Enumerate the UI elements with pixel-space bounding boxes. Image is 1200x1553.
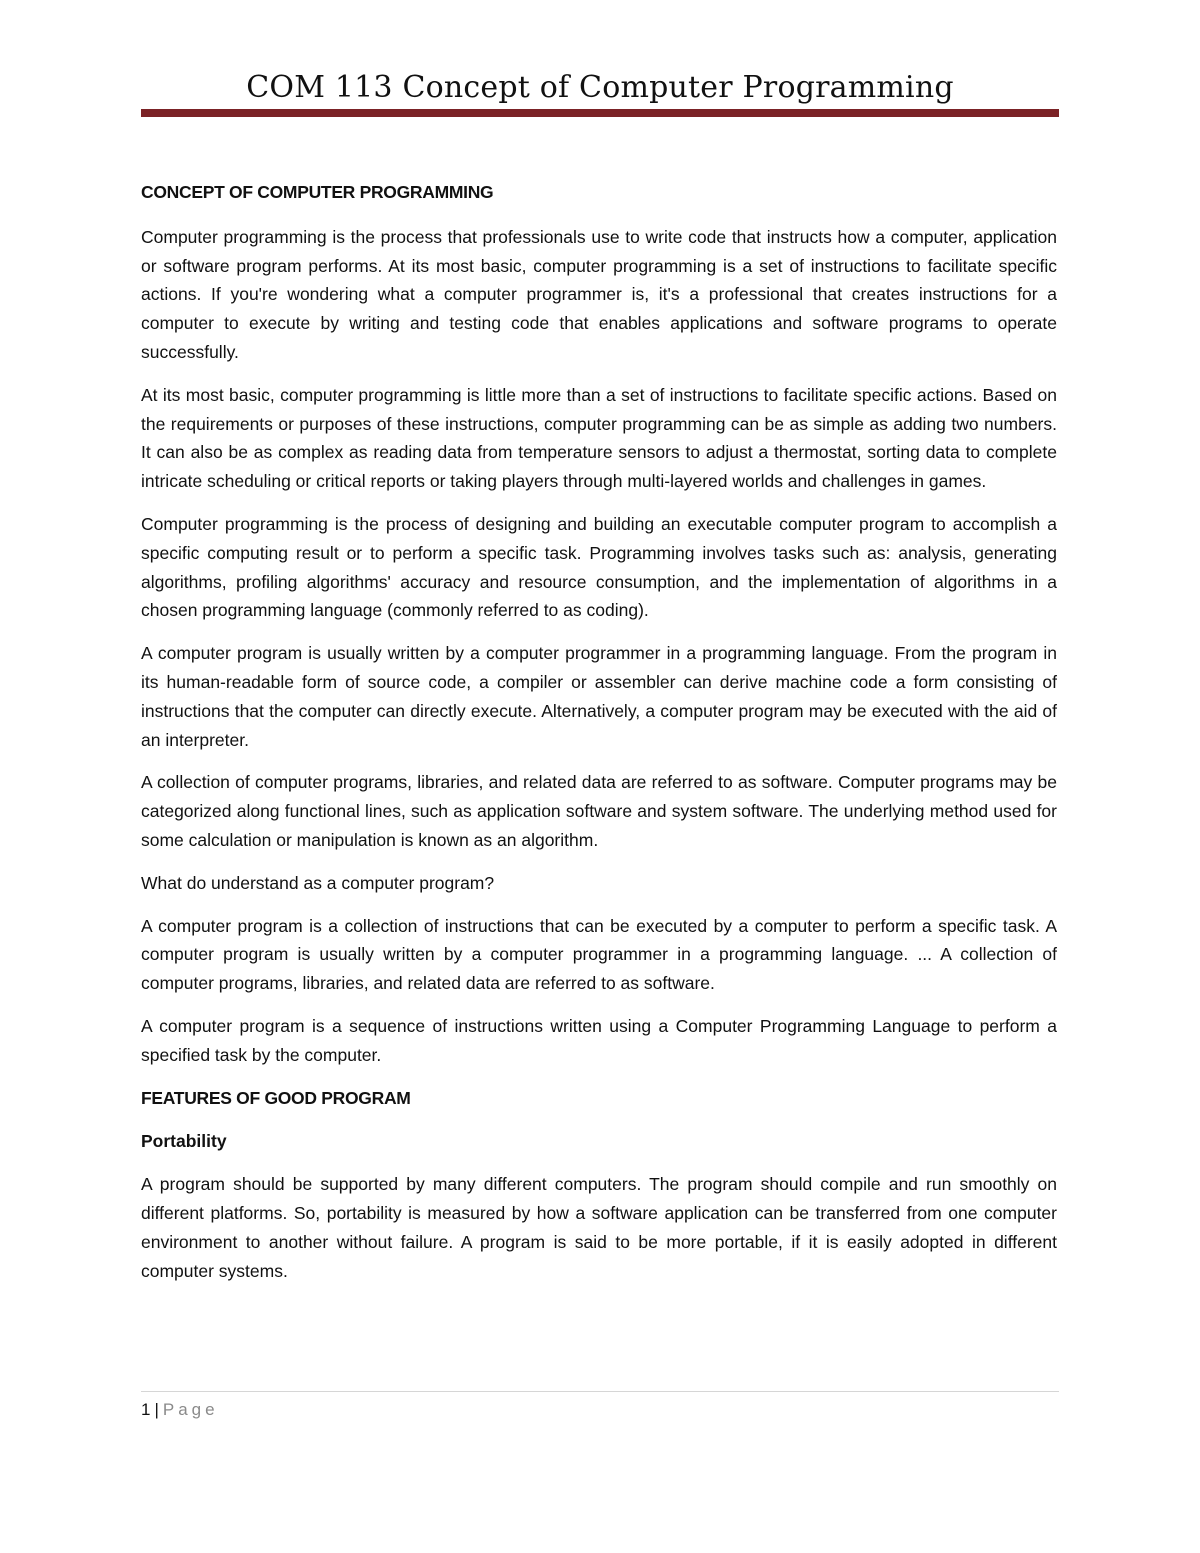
paragraph: Computer programming is the process that professionals use to write code that instructs how a computer, application or software program performs. At its most basic, computer programming is a set of instructions to facilitate specific actions. If you're wondering what a computer programmer is, it's a professional that creates instructions for a computer to execute by writing and testing code that enables applications and software programs to operate successfully. <box>141 226 1057 362</box>
portability-paragraph: A program should be supported by many different computers. The program should compile and run smoothly on different platforms. So, portability is measured by how a software application can be transferred from one computer environment to another without failure. A program is said to be more portable, if it is easily adopted in different computer systems. <box>141 1174 1057 1281</box>
paragraph: A collection of computer programs, libraries, and related data are referred to as software. Computer programs may be categorized along functional lines, such as application software and system software. The underlying method used for some calculation or manipulation is known as an algorithm. <box>141 772 1057 850</box>
page-footer <box>141 1398 219 1422</box>
footer-separator: | <box>154 1400 159 1419</box>
document-body <box>141 178 1057 1299</box>
subheading-portability: Portability <box>141 1131 227 1152</box>
paragraph: A computer program is a collection of instructions that can be executed by a computer to perform a specific task. A computer program is usually written by a computer programmer in a programming language. ... A collection of computer programs, libraries, and related data are referred to as software. <box>141 915 1057 994</box>
paragraph: A computer program is usually written by a computer programmer in a programming language. From the program in its human-readable form of source code, a compiler or assembler can derive machine code a form consisting of instructions that the computer can directly execute. Alternatively, a computer program may be executed with the aid of an interpreter. <box>141 643 1057 750</box>
question-paragraph: What do understand as a computer program? <box>141 872 495 893</box>
header-rule <box>141 109 1059 117</box>
footer-rule <box>141 1391 1059 1392</box>
paragraph: At its most basic, computer programming is little more than a set of instructions to facilitate specific actions. Based on the requirements or purposes of these instructions, computer programming can be as simple as adding two numbers. It can also be as complex as reading data from temperature sensors to adjust a thermostat, sorting data to complete intricate scheduling or critical reports or taking players through multi-layered worlds and challenges in games. <box>141 384 1057 492</box>
page-header-title: COM 113 Concept of Computer Programming <box>246 70 954 105</box>
section-heading-features: FEATURES OF GOOD PROGRAM <box>141 1087 411 1108</box>
paragraph: Computer programming is the process of designing and building an executable computer program to accomplish a specific computing result or to perform a specific task. Programming involves tasks such as: analysis, generating algorithms, profiling algorithms' accuracy and resource consumption, and the implementation of algorithms in a chosen programming language (commonly referred to as coding). <box>141 513 1057 621</box>
page-number: 1 <box>141 1400 151 1419</box>
paragraph: A computer program is a sequence of instructions written using a Computer Programming Language to perform a specified task by the computer. <box>141 1015 1057 1065</box>
page-label: Page <box>162 1400 219 1419</box>
section-heading-concept: CONCEPT OF COMPUTER PROGRAMMING <box>141 182 494 202</box>
